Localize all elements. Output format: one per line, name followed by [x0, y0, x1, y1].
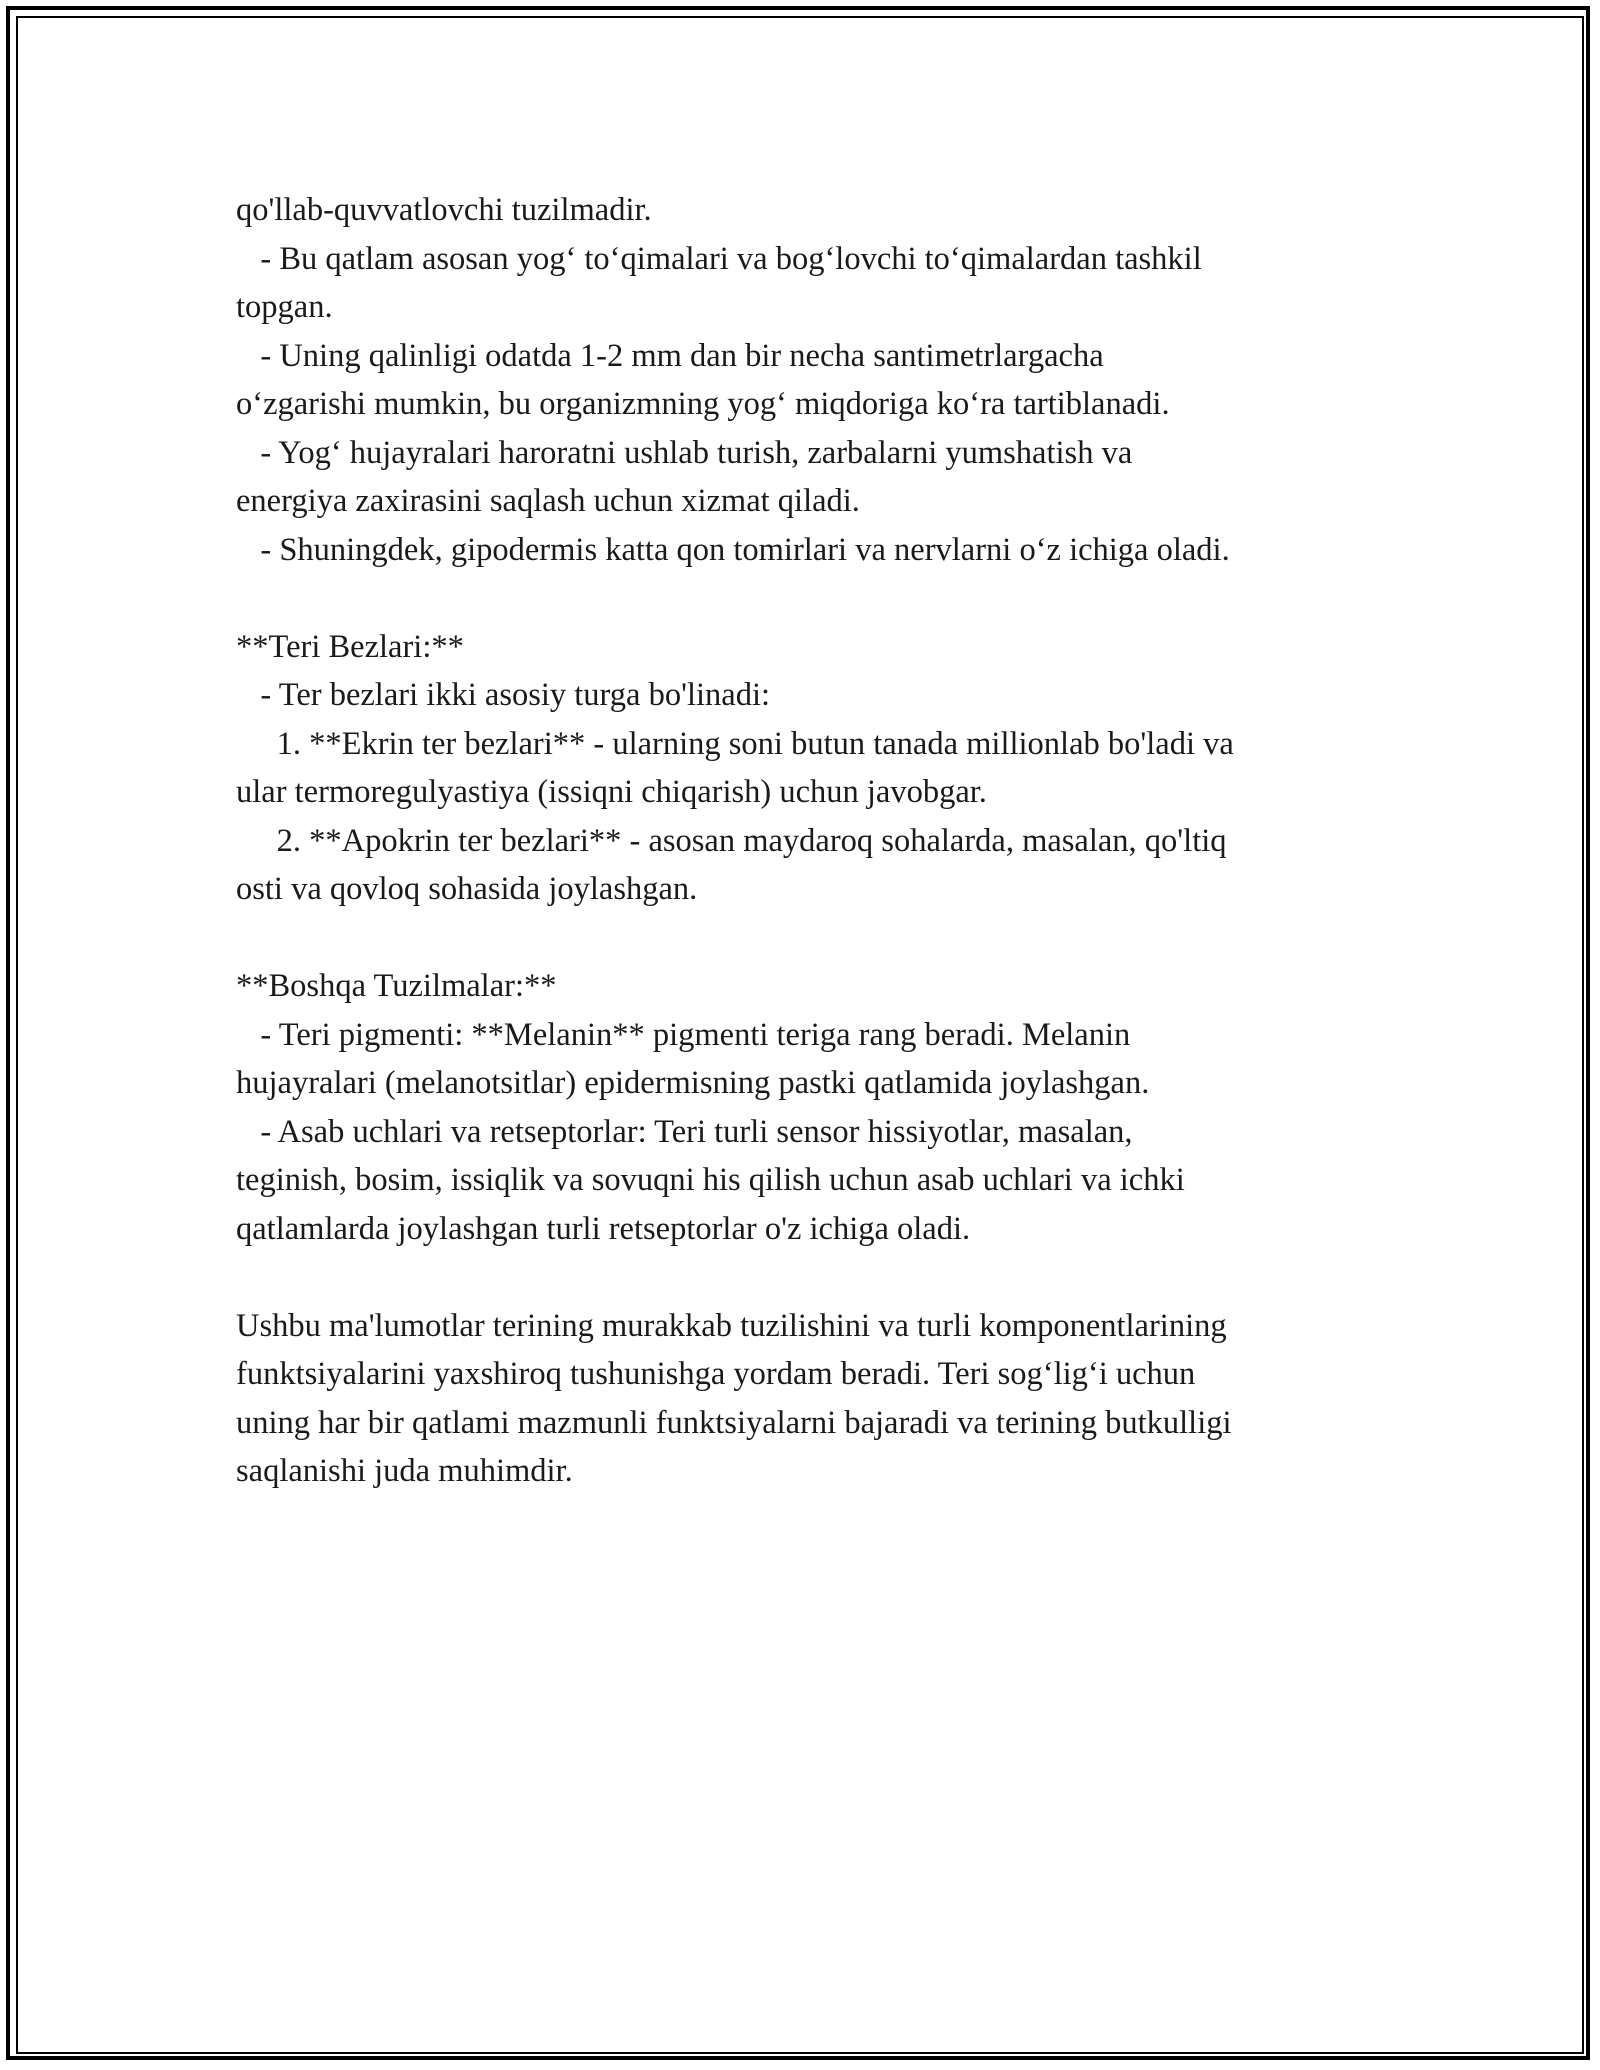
text-line: qatlamlarda joylashgan turli retseptorlar o'z ichiga oladi. — [236, 1210, 971, 1247]
text-line: uning har bir qatlami mazmunli funktsiyalarni bajaradi va terining butkulligi — [236, 1404, 1232, 1441]
text-line: osti va qovloq sohasida joylashgan. — [236, 871, 698, 907]
text-line: - Ter bezlari ikki asosiy turga bo'linadi: — [236, 677, 770, 713]
blank-line — [236, 574, 1396, 623]
text-line: hujayralari (melanotsitlar) epidermisning pastki qatlamida joylashgan. — [236, 1065, 1150, 1101]
text-line: - Yog‘ hujayralari haroratni ushlab turish, zarbalarni yumshatish va — [236, 434, 1133, 471]
text-line: teginish, bosim, issiqlik va sovuqni his qilish uchun asab uchlari va ichki — [236, 1162, 1185, 1198]
text-line: saqlanishi juda muhimdir. — [236, 1453, 573, 1489]
text-line: - Shuningdek, gipodermis katta qon tomirlari va nervlarni o‘z ichiga oladi. — [236, 531, 1230, 568]
document-body — [236, 186, 1396, 1496]
list-item: 1. **Ekrin ter bezlari** - ularning soni butun tanada millionlab bo'ladi va — [236, 725, 1234, 762]
text-line: o‘zgarishi mumkin, bu organizmning yog‘ miqdoriga ko‘ra tartiblanadi. — [236, 386, 1170, 422]
section-heading-boshqa-tuzilmalar: **Boshqa Tuzilmalar:** — [236, 968, 557, 1004]
text-line: ular termoregulyastiya (issiqni chiqarish) uchun javobgar. — [236, 774, 987, 810]
text-line: - Uning qalinligi odatda 1-2 mm dan bir necha santimetrlargacha — [236, 337, 1104, 374]
text-line: - Asab uchlari va retseptorlar: Teri turli sensor hissiyotlar, masalan, — [236, 1113, 1133, 1150]
text-line: Ushbu ma'lumotlar terining murakkab tuzilishini va turli komponentlarining — [236, 1307, 1227, 1344]
text-line: funktsiyalarini yaxshiroq tushunishga yordam beradi. Teri sog‘lig‘i uchun — [236, 1356, 1196, 1392]
text-line: energiya zaxirasini saqlash uchun xizmat qiladi. — [236, 483, 860, 519]
blank-line — [236, 914, 1396, 963]
blank-line — [236, 1253, 1396, 1302]
section-heading-teri-bezlari: **Teri Bezlari:** — [236, 628, 464, 665]
text-line: - Bu qatlam asosan yog‘ to‘qimalari va bog‘lovchi to‘qimalardan tashkil — [236, 240, 1202, 277]
text-line: topgan. — [236, 289, 333, 325]
text-line: qo'llab-quvvatlovchi tuzilmadir. — [236, 192, 652, 228]
text-line: - Teri pigmenti: **Melanin** pigmenti teriga rang beradi. Melanin — [236, 1016, 1131, 1053]
list-item: 2. **Apokrin ter bezlari** - asosan maydaroq sohalarda, masalan, qo'ltiq — [236, 822, 1227, 859]
